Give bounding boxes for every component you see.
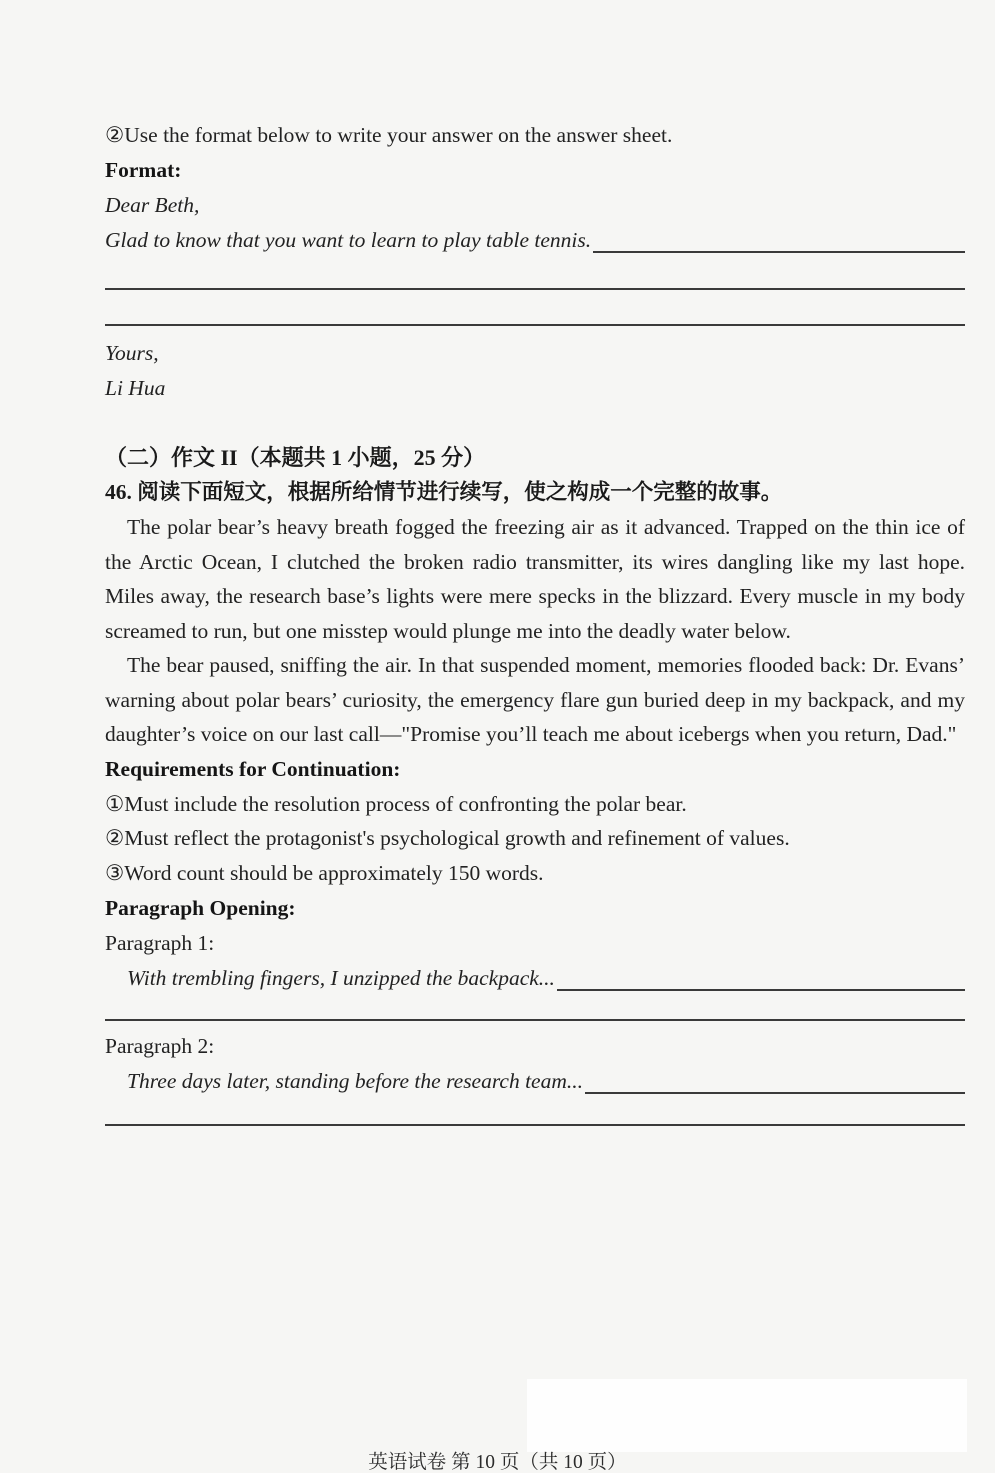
instruction-line: ②Use the format below to write your answer on the answer sheet. xyxy=(105,123,673,147)
paragraph-2-opening xyxy=(105,1064,965,1099)
page-footer: 英语试卷 第 10 页（共 10 页） xyxy=(368,1452,627,1473)
section-heading: （二）作文 II（本题共 1 小题，25 分） xyxy=(105,445,486,470)
letter-salutation: Dear Beth, xyxy=(105,193,200,217)
page-content xyxy=(105,0,965,1126)
passage-paragraph-2: The bear paused, sniffing the air. In that suspended moment, memories flooded back: Dr. Evans’ warning about polar bears’ curiosity, the emergency flare gun buried deep in my backpack, and my daughter’s voice on our last call—"Promise you’ll teach me about icebergs when you return, Dad." xyxy=(105,653,965,746)
paragraph-2-label: Paragraph 2: xyxy=(105,1033,215,1058)
requirement-item-3: ③Word count should be approximately 150 words. xyxy=(105,860,544,885)
paragraph-opening-heading: Paragraph Opening: xyxy=(105,895,296,920)
letter-closing: Yours, xyxy=(105,341,159,365)
letter-signature: Li Hua xyxy=(105,376,166,400)
question-46-prompt: 46. 阅读下面短文，根据所给情节进行续写，使之构成一个完整的故事。 xyxy=(105,480,783,504)
answer-blank-line xyxy=(105,288,965,290)
answer-blank-line xyxy=(105,1124,965,1126)
paragraph-1-opening xyxy=(105,961,965,996)
paragraph-1-opening-text: With trembling fingers, I unzipped the backpack... xyxy=(127,965,555,990)
requirement-item-2: ②Must reflect the protagonist's psychological growth and refinement of values. xyxy=(105,826,790,851)
answer-blank-line xyxy=(593,251,965,253)
answer-blank-line xyxy=(105,324,965,326)
letter-opening-text: Glad to know that you want to learn to play table tennis. xyxy=(105,228,592,252)
answer-blank-line xyxy=(105,1019,965,1021)
format-label: Format: xyxy=(105,158,182,182)
answer-blank-line xyxy=(557,989,965,991)
answer-blank-line xyxy=(585,1092,965,1094)
scan-white-patch xyxy=(527,1379,967,1452)
requirement-item-1: ①Must include the resolution process of confronting the polar bear. xyxy=(105,791,687,816)
paragraph-2-opening-text: Three days later, standing before the research team... xyxy=(127,1068,584,1093)
passage-paragraph-1: The polar bear’s heavy breath fogged the freezing air as it advanced. Trapped on the thin ice of the Arctic Ocean, I clutched the broken radio transmitter, its wires dangling like my last hope. Miles away, the research base’s lights were mere specks in the blizzard. Every muscle in my body screamed to run, but one misstep would plunge me into the deadly water below. xyxy=(105,515,965,643)
requirements-heading: Requirements for Continuation: xyxy=(105,756,401,781)
letter-opening-line xyxy=(105,223,965,258)
paragraph-1-label: Paragraph 1: xyxy=(105,930,215,955)
